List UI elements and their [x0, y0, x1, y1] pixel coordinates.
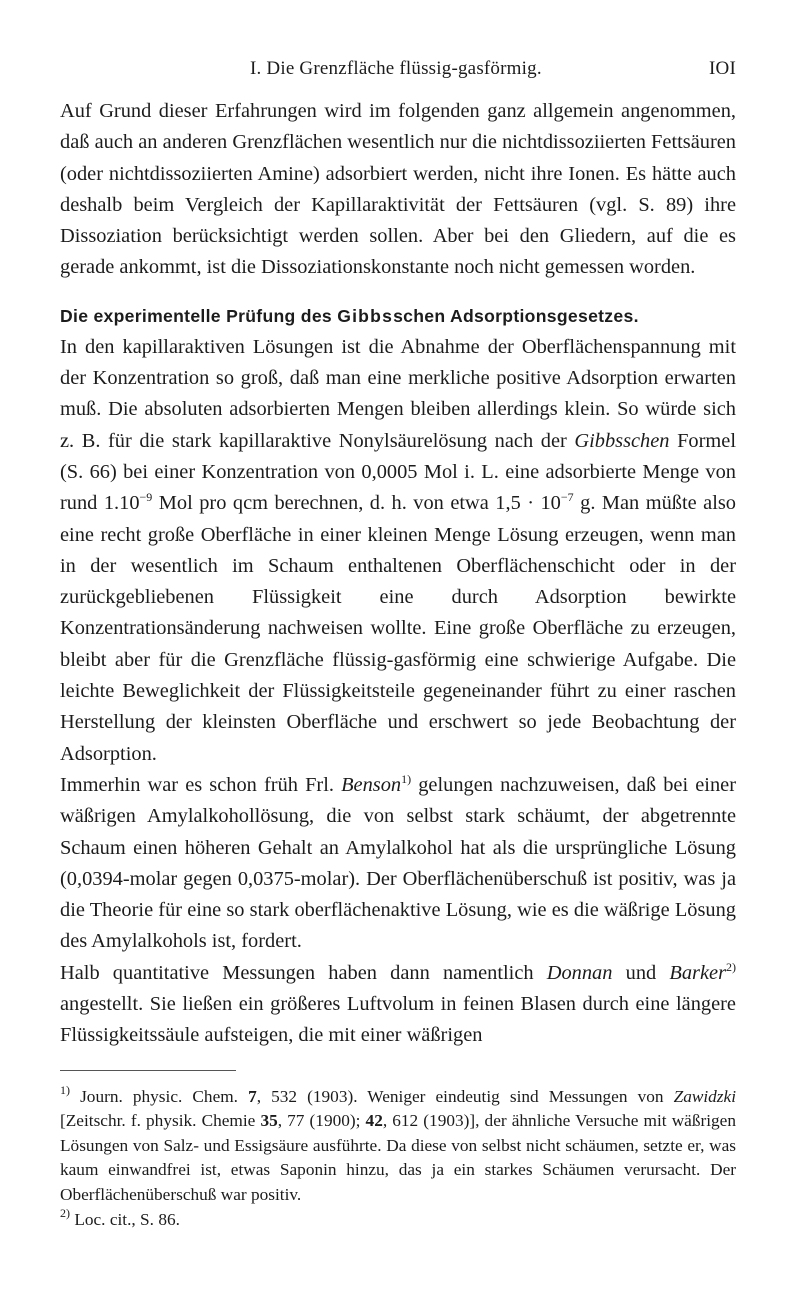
footnotes: [60, 1082, 736, 1233]
author-benson: Benson: [341, 773, 402, 796]
section-heading-part-2: schen Adsorptionsgesetzes.: [393, 305, 639, 326]
paragraph-2: [60, 332, 736, 770]
page-number: IOI: [709, 58, 736, 79]
paragraph-3-a: Immerhin war es schon früh Frl.: [60, 773, 342, 796]
footnote-1-volume-2: 35: [260, 1111, 278, 1131]
paragraph-1: Auf Grund dieser Erfahrungen wird im folgenden ganz allgemein angenommen, daß auch an anderen Grenzflächen wesentlich nur die nichtdissoziierten Fettsäuren (oder nichtdissoziierten Amine) adsorbiert werden, nicht ihre Ionen. Es hätte auch deshalb beim Vergleich der Kapillaraktivität der Fettsäuren (vgl. S. 89) ihre Dissoziation berücksichtigt werden sollen. Aber bei den Gliedern, auf die es gerade ankommt, ist die Dissoziationskonstante noch nicht gemessen worden.: [60, 100, 736, 279]
paragraph-4: [60, 958, 736, 1052]
section-heading-part-1: Die experimentelle Prüfung des: [60, 305, 338, 326]
exponent-2: −7: [560, 490, 574, 505]
footnote-2: [60, 1205, 736, 1233]
running-head: [60, 56, 736, 96]
footnote-1: [60, 1082, 736, 1208]
footnote-1-volume-1: 7: [248, 1086, 257, 1106]
paragraph-2-d: g. Man müßte also eine recht große Oberfläche in einer kleinen Menge Lösung erzeugen, wenn man in der wesentlich im Schaum enthaltenen Oberflächenschicht oder in der zurückgebliebenen Flüssigkeit eine durch Adsorption bewirkte Konzentrationsänderung nachweisen wollte. Eine große Oberfläche zu erzeugen, bleibt aber für die Grenzfläche flüssig-gasförmig eine schwierige Aufgabe. Die leichte Beweglichkeit der Flüssigkeitsteile gegeneinander führt zu einer raschen Herstellung der kleinsten Oberfläche und erschwert so jede Beobachtung der Adsorption.: [60, 492, 736, 765]
paragraph-4-b: angestellt. Sie ließen ein größeres Luftvolum in feinen Blasen durch eine längere Flüssigkeitssäule aufsteigen, die mit einer wäßrigen: [60, 993, 736, 1047]
paragraph-3: [60, 770, 736, 958]
book-page: [60, 56, 736, 1232]
footnote-1-c: [Zeitschr. f. physik. Chemie: [60, 1111, 261, 1131]
paragraph-2-b: Formel (S. 66) bei einer Konzentration von 0,0005 Mol i. L. eine adsorbierte Menge von rund 1.10: [60, 429, 736, 515]
author-donnan: Donnan: [546, 961, 613, 984]
footnote-2-text: Loc. cit., S. 86.: [70, 1209, 180, 1229]
body-text: [60, 96, 736, 1052]
paragraph-2-a: In den kapillaraktiven Lösungen ist die Abnahme der Oberflächenspannung mit der Konzentration so groß, daß man eine merkliche positive Adsorption erwarten muß. Die absoluten adsorbierten Mengen bleiben allerdings klein. So würde sich z. B. für die stark kapillaraktive Nonylsäurelösung nach der: [60, 335, 736, 452]
paragraph-2-c: Mol pro qcm berechnen, d. h. von etwa 1,5 · 10: [152, 492, 561, 515]
footnote-ref-1: 1): [401, 771, 412, 786]
author-barker: Barker: [669, 961, 727, 984]
footnote-1-mark: 1): [60, 1082, 70, 1097]
footnote-ref-2: 2): [726, 959, 737, 974]
exponent-1: −9: [139, 490, 153, 505]
footnote-1-e: , 612 (1903)], der ähnliche Versuche mit wäßrigen Lösungen von Salz- und Essigsäure ausführte. Da diese von selbst nicht schäumen, setzte er, was kaum einwandfrei ist, etwas Saponin hinzu, das ja ein starkes Schäumen verursacht. Der Oberflächenüberschuß war positiv.: [60, 1111, 736, 1204]
gibbs-formula-name: Gibbsschen: [574, 429, 670, 452]
paragraph-4-a: Halb quantitative Messungen haben dann namentlich: [60, 961, 547, 984]
footnote-1-b: , 532 (1903). Weniger eindeutig sind Messungen von: [256, 1086, 674, 1106]
footnote-2-mark: 2): [60, 1205, 70, 1220]
footnote-1-volume-3: 42: [365, 1111, 383, 1131]
footnote-rule: [60, 1070, 236, 1071]
section-heading: [60, 300, 736, 332]
author-zawidzki: Zawidzki: [673, 1086, 736, 1106]
footnote-1-a: Journ. physic. Chem.: [70, 1086, 249, 1106]
paragraph-4-und: und: [612, 961, 670, 984]
running-head-title: I. Die Grenzfläche flüssig-gasförmig.: [250, 58, 542, 79]
footnote-1-d: , 77 (1900);: [277, 1111, 366, 1131]
section-heading-gibbs: Gibbs: [337, 305, 394, 326]
paragraph-3-b: gelungen nachzuweisen, daß bei einer wäßrigen Amylalkohollösung, die von selbst stark schäumt, der abgetrennte Schaum einen höheren Gehalt an Amylalkohol hat als die ursprüngliche Lösung (0,0394-molar gegen 0,0375-molar). Der Oberflächenüberschuß ist positiv, was ja die Theorie für eine so stark oberflächenaktive Lösung, wie es die wäßrige Lösung des Amylalkohols ist, fordert.: [60, 773, 737, 953]
